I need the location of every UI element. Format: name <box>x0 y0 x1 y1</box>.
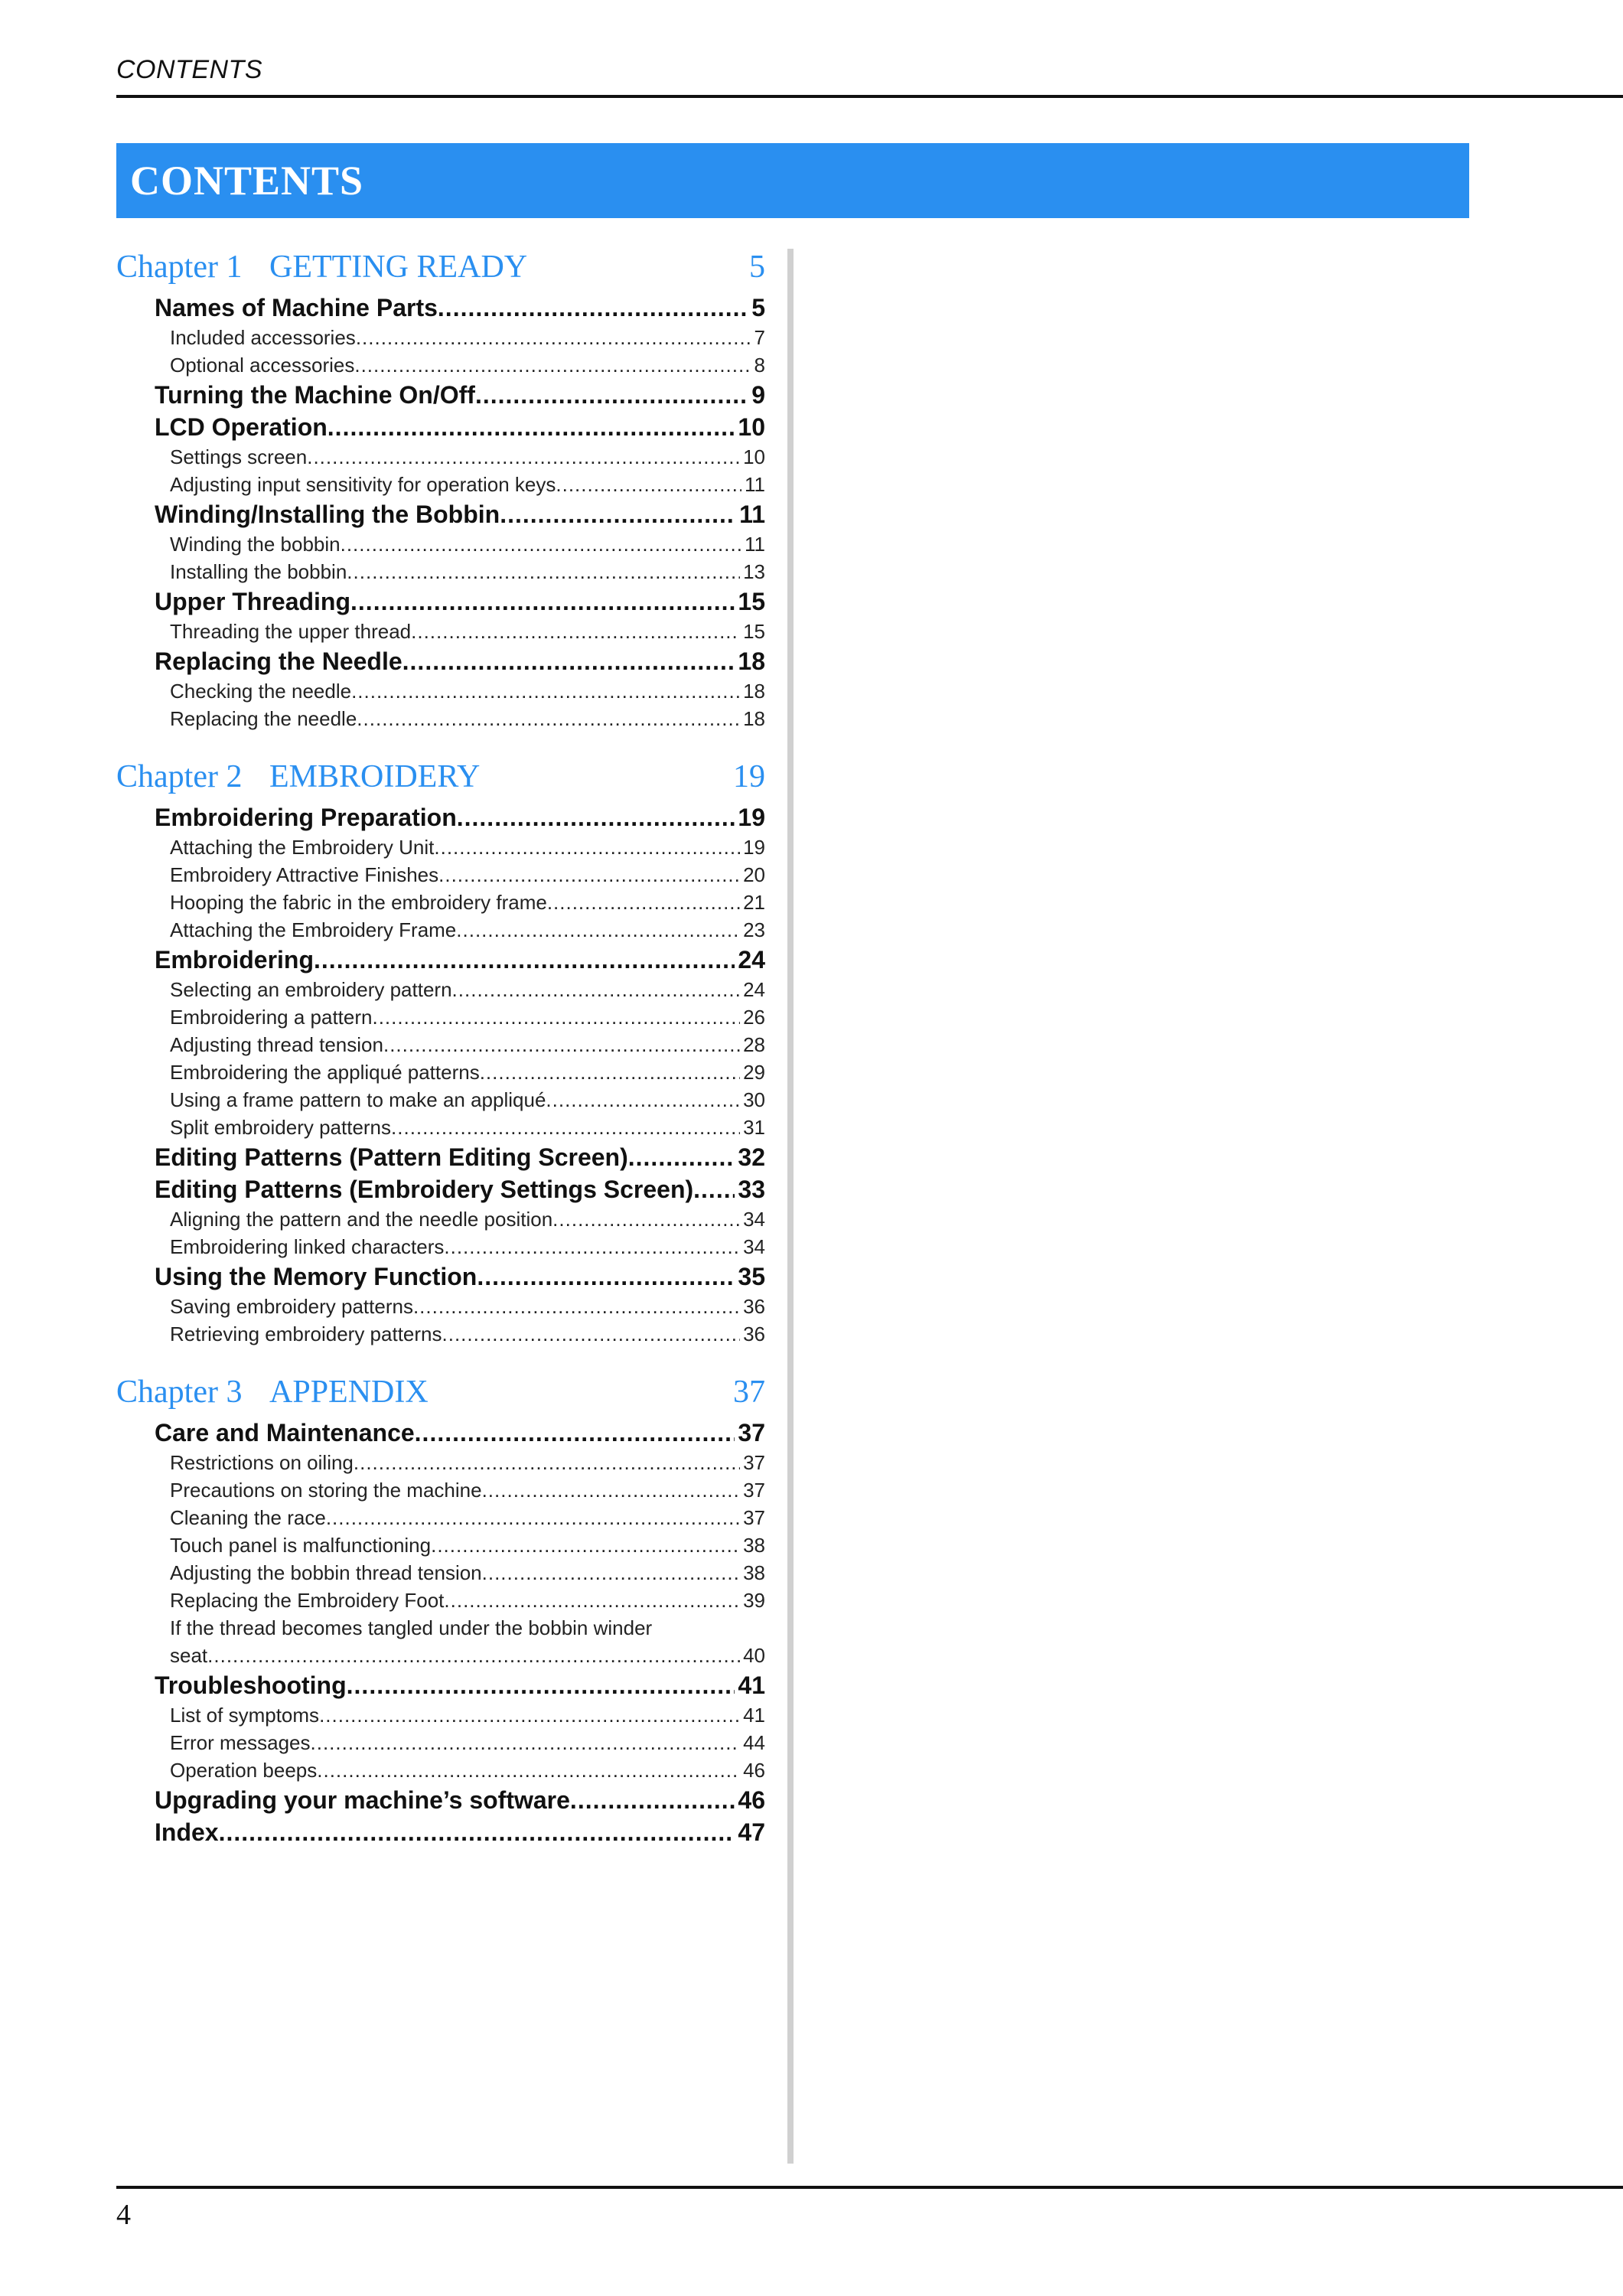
toc-section-entry[interactable] <box>155 1816 765 1848</box>
subsection-page-number: 37 <box>743 1506 765 1529</box>
dot-leader <box>438 861 740 889</box>
dot-leader <box>628 1141 735 1173</box>
dot-leader <box>434 833 740 861</box>
toc-subsection-entry[interactable] <box>170 1114 765 1141</box>
subsection-title: Embroidering the appliqué patterns <box>170 1061 480 1084</box>
subsection-page-number: 19 <box>743 836 765 859</box>
toc-subsection-entry[interactable] <box>170 1233 765 1261</box>
subsection-page-number: 38 <box>743 1534 765 1557</box>
dot-leader <box>411 618 740 645</box>
section-page-number: 18 <box>738 647 765 675</box>
dot-leader <box>372 1003 740 1031</box>
subsection-page-number: 39 <box>743 1589 765 1612</box>
toc-section-entry[interactable] <box>155 1669 765 1701</box>
dot-leader <box>317 1756 740 1784</box>
section-page-number: 15 <box>738 588 765 615</box>
toc-subsection-entry[interactable] <box>170 1756 765 1784</box>
page-title: CONTENTS <box>130 158 364 204</box>
dot-leader <box>219 1816 735 1848</box>
dot-leader <box>354 1449 740 1476</box>
dot-leader <box>413 1293 740 1320</box>
dot-leader <box>341 530 741 558</box>
toc-section-entry[interactable] <box>155 585 765 618</box>
chapter-title: GETTING READY <box>269 249 528 285</box>
subsection-title: Adjusting the bobbin thread tension <box>170 1561 482 1584</box>
toc-subsection-entry[interactable] <box>170 558 765 585</box>
chapter-page-number: 5 <box>749 249 765 285</box>
subsection-page-number: 18 <box>743 707 765 730</box>
subsection-page-number: 36 <box>743 1295 765 1318</box>
section-title: Care and Maintenance <box>155 1419 415 1446</box>
subsection-page-number: 8 <box>754 354 765 377</box>
chapter-heading[interactable] <box>116 1371 765 1417</box>
dot-leader <box>438 292 748 324</box>
chapter-heading[interactable] <box>116 246 765 292</box>
subsection-title: Retrieving embroidery patterns <box>170 1322 442 1345</box>
dot-leader <box>442 1320 741 1348</box>
dot-leader <box>556 471 741 498</box>
dot-leader <box>356 324 751 351</box>
dot-leader <box>570 1784 735 1816</box>
subsection-page-number: 21 <box>743 891 765 914</box>
toc-subsection-entry[interactable] <box>170 861 765 889</box>
section-title: Embroidering Preparation <box>155 804 457 831</box>
section-title: Replacing the Needle <box>155 647 402 675</box>
dot-leader <box>431 1531 740 1559</box>
subsection-page-number: 40 <box>743 1644 765 1667</box>
section-page-number: 10 <box>738 413 765 441</box>
subsection-page-number: 15 <box>743 620 765 643</box>
subsection-page-number: 18 <box>743 680 765 703</box>
section-page-number: 9 <box>751 381 765 409</box>
subsection-page-number: 26 <box>743 1006 765 1029</box>
dot-leader <box>328 411 735 443</box>
subsection-title: Error messages <box>170 1731 311 1754</box>
subsection-title: Attaching the Embroidery Frame <box>170 918 457 941</box>
toc-subsection-entry[interactable] <box>170 1320 765 1348</box>
toc-subsection-entry[interactable] <box>170 530 765 558</box>
subsection-title: seat <box>170 1644 208 1667</box>
subsection-title: Embroidering a pattern <box>170 1006 373 1029</box>
dot-leader <box>457 801 735 833</box>
section-page-number: 47 <box>738 1818 765 1846</box>
dot-leader <box>693 1173 735 1205</box>
subsection-title: Included accessories <box>170 326 356 349</box>
chapter-title: EMBROIDERY <box>269 759 481 794</box>
subsection-page-number: 44 <box>743 1731 765 1754</box>
subsection-page-number: 10 <box>743 445 765 468</box>
dot-leader <box>307 443 740 471</box>
toc-section-entry[interactable] <box>155 1784 765 1816</box>
dot-leader <box>477 1261 735 1293</box>
dot-leader <box>444 1587 740 1614</box>
dot-leader <box>350 585 735 618</box>
subsection-page-number: 20 <box>743 863 765 886</box>
section-title: Index <box>155 1818 219 1846</box>
toc-section-entry[interactable] <box>155 944 765 976</box>
dot-leader <box>452 976 741 1003</box>
subsection-title: Optional accessories <box>170 354 355 377</box>
subsection-page-number: 29 <box>743 1061 765 1084</box>
toc-subsection-entry[interactable] <box>170 833 765 861</box>
subsection-page-number: 36 <box>743 1322 765 1345</box>
contents-title-bar <box>116 143 1469 218</box>
toc-subsection-entry[interactable] <box>170 1449 765 1476</box>
subsection-page-number: 11 <box>745 533 765 556</box>
dot-leader <box>383 1031 740 1058</box>
column-divider <box>787 249 794 2164</box>
dot-leader <box>500 498 736 530</box>
subsection-page-number: 30 <box>743 1088 765 1111</box>
subsection-page-number: 24 <box>743 978 765 1001</box>
subsection-page-number: 46 <box>743 1759 765 1782</box>
section-page-number: 35 <box>738 1263 765 1290</box>
chapter-label: Chapter 2 <box>116 759 243 794</box>
section-title: Editing Patterns (Embroidery Settings Screen) <box>155 1176 694 1203</box>
dot-leader <box>480 1058 740 1086</box>
dot-leader <box>207 1642 740 1669</box>
subsection-title: Threading the upper thread <box>170 620 412 643</box>
subsection-title: Selecting an embroidery pattern <box>170 978 452 1001</box>
subsection-title: Operation beeps <box>170 1759 318 1782</box>
dot-leader <box>354 351 751 379</box>
subsection-page-number: 41 <box>743 1704 765 1727</box>
toc-section-entry[interactable] <box>155 1417 765 1449</box>
chapter-label: Chapter 1 <box>116 249 243 285</box>
toc-subsection-entry[interactable] <box>170 1504 765 1531</box>
toc-subsection-entry[interactable] <box>170 1205 765 1233</box>
toc-section-entry[interactable] <box>155 1173 765 1205</box>
section-title: Names of Machine Parts <box>155 294 438 321</box>
dot-leader <box>326 1504 740 1531</box>
section-page-number: 24 <box>738 946 765 974</box>
subsection-page-number: 34 <box>743 1208 765 1231</box>
chapter-label: Chapter 3 <box>116 1375 243 1410</box>
subsection-page-number: 13 <box>743 560 765 583</box>
dot-leader <box>347 1669 735 1701</box>
subsection-page-number: 34 <box>743 1235 765 1258</box>
subsection-title-line[interactable]: If the thread becomes tangled under the bobbin winder <box>170 1616 653 1639</box>
dot-leader <box>319 1701 740 1729</box>
dot-leader <box>475 379 748 411</box>
subsection-page-number: 38 <box>743 1561 765 1584</box>
subsection-title: Attaching the Embroidery Unit <box>170 836 435 859</box>
section-page-number: 32 <box>738 1143 765 1171</box>
dot-leader <box>391 1114 740 1141</box>
chapter-page-number: 19 <box>733 759 765 794</box>
toc-subsection-entry[interactable] <box>170 351 765 379</box>
toc-section-entry[interactable] <box>155 379 765 411</box>
subsection-title: Using a frame pattern to make an appliqué <box>170 1088 546 1111</box>
section-title: Upper Threading <box>155 588 351 615</box>
section-page-number: 37 <box>738 1419 765 1446</box>
toc-subsection-entry[interactable] <box>170 705 765 732</box>
section-title: LCD Operation <box>155 413 328 441</box>
section-title: Using the Memory Function <box>155 1263 477 1290</box>
toc-subsection-entry[interactable] <box>170 1031 765 1058</box>
toc-subsection-entry[interactable] <box>170 1086 765 1114</box>
toc-subsection-entry[interactable] <box>170 1559 765 1587</box>
toc-subsection-entry[interactable] <box>170 1587 765 1614</box>
toc-section-entry[interactable] <box>155 411 765 443</box>
section-title: Upgrading your machine’s software <box>155 1786 570 1814</box>
section-page-number: 19 <box>738 804 765 831</box>
dot-leader <box>357 705 740 732</box>
toc-subsection-entry[interactable] <box>170 976 765 1003</box>
subsection-title: Restrictions on oiling <box>170 1451 354 1474</box>
subsection-title: Embroidering linked characters <box>170 1235 445 1258</box>
section-title: Embroidering <box>155 946 314 974</box>
dot-leader <box>552 1205 740 1233</box>
subsection-title: Embroidery Attractive Finishes <box>170 863 439 886</box>
toc-subsection-entry[interactable] <box>170 889 765 916</box>
toc-subsection-entry[interactable] <box>170 324 765 351</box>
subsection-title: Settings screen <box>170 445 308 468</box>
toc-subsection-entry[interactable] <box>170 1476 765 1504</box>
subsection-page-number: 28 <box>743 1033 765 1056</box>
subsection-title: Adjusting input sensitivity for operation keys <box>170 473 556 496</box>
subsection-title: Installing the bobbin <box>170 560 347 583</box>
running-header: CONTENTS <box>116 55 262 84</box>
toc-subsection-entry[interactable] <box>170 1701 765 1729</box>
dot-leader <box>311 1729 741 1756</box>
dot-leader <box>415 1417 735 1449</box>
subsection-title: Touch panel is malfunctioning <box>170 1534 432 1557</box>
section-title: Troubleshooting <box>155 1671 347 1699</box>
dot-leader <box>351 677 740 705</box>
subsection-page-number: 7 <box>754 326 765 349</box>
toc-subsection-entry[interactable] <box>170 1293 765 1320</box>
section-title: Turning the Machine On/Off <box>155 381 475 409</box>
section-page-number: 46 <box>738 1786 765 1814</box>
section-page-number: 5 <box>751 294 765 321</box>
toc-subsection-entry[interactable] <box>170 1058 765 1086</box>
dot-leader <box>444 1233 740 1261</box>
toc-subsection-entry[interactable] <box>170 1531 765 1559</box>
subsection-page-number: 37 <box>743 1479 765 1502</box>
subsection-title: Adjusting thread tension <box>170 1033 383 1056</box>
subsection-title: Split embroidery patterns <box>170 1116 392 1139</box>
subsection-title: Saving embroidery patterns <box>170 1295 413 1318</box>
subsection-title: Precautions on storing the machine <box>170 1479 482 1502</box>
toc-subsection-entry[interactable] <box>170 471 765 498</box>
footer-rule <box>116 2186 1623 2189</box>
subsection-title: Replacing the Embroidery Foot <box>170 1589 445 1612</box>
toc-section-entry[interactable] <box>155 1141 765 1173</box>
toc-section-entry[interactable] <box>155 645 765 677</box>
dot-leader <box>546 1086 740 1114</box>
header-rule <box>116 95 1623 98</box>
toc-subsection-entry[interactable] <box>170 677 765 705</box>
dot-leader <box>314 944 735 976</box>
section-page-number: 41 <box>738 1671 765 1699</box>
subsection-title: Aligning the pattern and the needle position <box>170 1208 553 1231</box>
table-of-contents <box>116 241 765 1848</box>
dot-leader <box>347 558 740 585</box>
dot-leader <box>482 1559 740 1587</box>
chapter-heading[interactable] <box>116 755 765 801</box>
chapter-page-number: 37 <box>733 1375 765 1410</box>
toc-subsection-entry[interactable] <box>170 916 765 944</box>
subsection-title: Winding the bobbin <box>170 533 341 556</box>
toc-subsection-entry[interactable] <box>170 1729 765 1756</box>
toc-section-entry[interactable] <box>155 498 765 530</box>
toc-subsection-entry[interactable] <box>170 618 765 645</box>
subsection-title: Cleaning the race <box>170 1506 326 1529</box>
section-page-number: 33 <box>738 1176 765 1203</box>
subsection-page-number: 23 <box>743 918 765 941</box>
section-page-number: 11 <box>739 501 765 528</box>
chapter-title: APPENDIX <box>269 1375 429 1410</box>
dot-leader <box>402 645 735 677</box>
toc-subsection-entry[interactable] <box>170 1642 765 1669</box>
subsection-title: Hooping the fabric in the embroidery frame <box>170 891 547 914</box>
dot-leader <box>547 889 740 916</box>
toc-section-entry[interactable] <box>155 1261 765 1293</box>
subsection-page-number: 37 <box>743 1451 765 1474</box>
page-number: 4 <box>116 2199 131 2231</box>
toc-subsection-entry[interactable] <box>170 1003 765 1031</box>
subsection-page-number: 31 <box>743 1116 765 1139</box>
dot-leader <box>482 1476 741 1504</box>
toc-subsection-entry[interactable] <box>170 443 765 471</box>
dot-leader <box>456 916 740 944</box>
section-title: Winding/Installing the Bobbin <box>155 501 500 528</box>
subsection-page-number: 11 <box>745 473 765 496</box>
toc-section-entry[interactable] <box>155 801 765 833</box>
section-title: Editing Patterns (Pattern Editing Screen) <box>155 1143 628 1171</box>
subsection-title: Checking the needle <box>170 680 352 703</box>
subsection-title: Replacing the needle <box>170 707 357 730</box>
toc-section-entry[interactable] <box>155 292 765 324</box>
subsection-title: List of symptoms <box>170 1704 320 1727</box>
